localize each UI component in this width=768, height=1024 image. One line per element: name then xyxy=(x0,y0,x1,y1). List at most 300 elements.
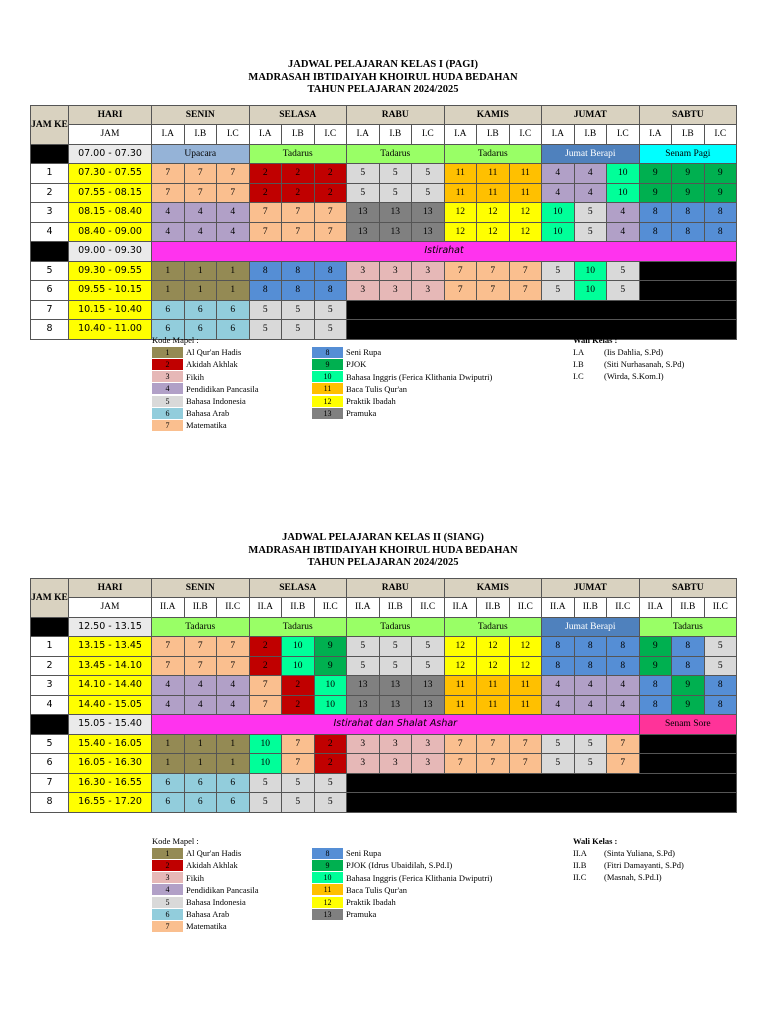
subject-cell: 2 xyxy=(282,676,315,696)
subject-cell: 8 xyxy=(704,222,737,242)
subject-cell: 12 xyxy=(477,637,510,657)
opening-event-cell: Tadarus xyxy=(347,617,445,637)
row-number-blank xyxy=(31,617,69,637)
empty-slot xyxy=(639,261,737,281)
subject-cell: 13 xyxy=(412,222,445,242)
time-cell: 14.40 - 15.05 xyxy=(69,695,152,715)
subject-cell: 2 xyxy=(282,695,315,715)
legend-swatch: 9 xyxy=(312,359,343,370)
subject-cell: 10 xyxy=(574,281,607,301)
subject-cell: 1 xyxy=(152,281,185,301)
legend-swatch: 10 xyxy=(312,371,343,382)
legend-label: Fikih xyxy=(186,872,204,883)
subject-cell: 7 xyxy=(477,261,510,281)
subject-cell: 7 xyxy=(607,734,640,754)
legend-item xyxy=(312,346,492,358)
time-cell: 09.55 - 10.15 xyxy=(69,281,152,301)
subject-cell: 9 xyxy=(639,183,672,203)
legend-label: Seni Rupa xyxy=(346,848,382,859)
legend-item xyxy=(312,884,492,896)
subject-cell: 12 xyxy=(444,222,477,242)
time-cell: 15.40 - 16.05 xyxy=(69,734,152,754)
subject-cell: 6 xyxy=(184,793,217,813)
subject-cell: 9 xyxy=(639,656,672,676)
class-header: II.A xyxy=(542,598,575,618)
subject-cell: 5 xyxy=(574,754,607,774)
wali-item xyxy=(573,847,684,859)
legend-label: Akidah Akhlak xyxy=(186,860,238,871)
time-cell: 13.45 - 14.10 xyxy=(69,656,152,676)
subject-cell: 11 xyxy=(509,676,542,696)
time-cell: 13.15 - 13.45 xyxy=(69,637,152,657)
row-number: 6 xyxy=(31,754,69,774)
opening-event-cell: Tadarus xyxy=(249,144,347,164)
opening-event-cell: Tadarus xyxy=(347,144,445,164)
wali-class: I.B xyxy=(573,359,584,369)
legend-label: Pramuka xyxy=(346,909,377,920)
row-number: 8 xyxy=(31,320,69,340)
legend-item xyxy=(152,371,312,383)
subject-cell: 5 xyxy=(379,183,412,203)
row-number-blank xyxy=(31,715,69,735)
row-number-blank xyxy=(31,242,69,262)
class-header: I.C xyxy=(607,125,640,145)
subject-cell: 8 xyxy=(574,656,607,676)
legend-label: Matematika xyxy=(186,921,227,932)
time-cell: 09.30 - 09.55 xyxy=(69,261,152,281)
legend-item xyxy=(152,419,312,431)
time-cell: 16.05 - 16.30 xyxy=(69,754,152,774)
wali-class: II.A xyxy=(573,848,587,858)
time-cell: 07.55 - 08.15 xyxy=(69,183,152,203)
subject-cell: 6 xyxy=(217,773,250,793)
legend-swatch: 11 xyxy=(312,884,343,895)
subject-cell: 9 xyxy=(639,164,672,184)
subject-cell: 13 xyxy=(379,695,412,715)
time-cell: 15.05 - 15.40 xyxy=(69,715,152,735)
subject-cell: 5 xyxy=(282,320,315,340)
subject-cell: 4 xyxy=(152,676,185,696)
legend-title: Kode Mapel : xyxy=(152,836,199,846)
wali-title: Wali Kelas : xyxy=(573,335,618,345)
legend-swatch: 10 xyxy=(312,872,343,883)
legend-swatch: 7 xyxy=(152,921,183,932)
subject-cell: 12 xyxy=(509,656,542,676)
legend-item xyxy=(152,859,312,871)
legend-swatch: 4 xyxy=(152,383,183,394)
subject-cell: 5 xyxy=(542,261,575,281)
time-cell: 08.15 - 08.40 xyxy=(69,203,152,223)
subject-cell: 7 xyxy=(444,734,477,754)
subject-cell: 7 xyxy=(314,222,347,242)
subject-cell: 2 xyxy=(314,734,347,754)
subject-cell: 9 xyxy=(639,637,672,657)
subject-cell: 2 xyxy=(314,183,347,203)
subject-cell: 4 xyxy=(217,203,250,223)
legend-label: Pendidikan Pancasila xyxy=(186,884,259,895)
empty-slot xyxy=(639,281,737,301)
subject-cell: 12 xyxy=(477,656,510,676)
subject-cell: 3 xyxy=(412,281,445,301)
class-header: I.A xyxy=(444,125,477,145)
opening-event-cell: Tadarus xyxy=(639,617,737,637)
subject-cell: 5 xyxy=(347,656,380,676)
subject-cell: 8 xyxy=(639,222,672,242)
subject-cell: 4 xyxy=(217,676,250,696)
subject-cell: 2 xyxy=(282,183,315,203)
legend-swatch: 7 xyxy=(152,420,183,431)
subject-cell: 10 xyxy=(542,203,575,223)
subject-cell: 10 xyxy=(542,222,575,242)
legend-label: Bahasa Inggris (Ferica Klithania Dwiputri) xyxy=(346,371,493,382)
opening-event-cell: Senam Pagi xyxy=(639,144,737,164)
subject-cell: 5 xyxy=(574,203,607,223)
row-number: 2 xyxy=(31,656,69,676)
subject-cell: 8 xyxy=(672,637,705,657)
legend-swatch: 1 xyxy=(152,347,183,358)
empty-slot xyxy=(347,300,737,320)
subject-cell: 7 xyxy=(477,734,510,754)
time-cell: 09.00 - 09.30 xyxy=(69,242,152,262)
legend-swatch: 2 xyxy=(152,359,183,370)
subject-cell: 3 xyxy=(379,281,412,301)
subject-cell: 12 xyxy=(509,203,542,223)
subject-cell: 7 xyxy=(217,656,250,676)
subject-cell: 8 xyxy=(314,261,347,281)
subject-cell: 5 xyxy=(314,320,347,340)
subject-cell: 4 xyxy=(607,695,640,715)
subject-cell: 10 xyxy=(607,164,640,184)
class-header: I.B xyxy=(184,125,217,145)
row-number: 1 xyxy=(31,164,69,184)
wali-item xyxy=(573,358,684,370)
subject-cell: 1 xyxy=(152,261,185,281)
subject-cell: 1 xyxy=(184,261,217,281)
class-header: I.A xyxy=(249,125,282,145)
hari-header: HARI xyxy=(69,105,152,125)
subject-cell: 1 xyxy=(217,734,250,754)
class-header: II.C xyxy=(412,598,445,618)
legend-swatch: 6 xyxy=(152,909,183,920)
subject-cell: 12 xyxy=(444,656,477,676)
subject-cell: 4 xyxy=(607,676,640,696)
subject-cell: 7 xyxy=(282,222,315,242)
subject-cell: 4 xyxy=(542,183,575,203)
legend-label: Bahasa Indonesia xyxy=(186,395,246,406)
class-header: I.C xyxy=(412,125,445,145)
subject-cell: 4 xyxy=(152,222,185,242)
subject-cell: 3 xyxy=(412,734,445,754)
subject-cell: 6 xyxy=(217,320,250,340)
row-number: 3 xyxy=(31,203,69,223)
subject-cell: 9 xyxy=(704,183,737,203)
class-header: I.A xyxy=(542,125,575,145)
subject-cell: 2 xyxy=(249,183,282,203)
legend-item xyxy=(312,896,492,908)
subject-cell: 11 xyxy=(444,164,477,184)
legend-label: Bahasa Arab xyxy=(186,408,230,419)
subject-cell: 8 xyxy=(639,203,672,223)
schedule-title-line: JADWAL PELAJARAN KELAS II (SIANG) xyxy=(282,532,484,543)
subject-cell: 8 xyxy=(672,222,705,242)
class-header: I.A xyxy=(152,125,185,145)
schedule-table xyxy=(30,578,737,813)
subject-cell: 7 xyxy=(509,734,542,754)
time-cell: 16.55 - 17.20 xyxy=(69,793,152,813)
subject-cell: 5 xyxy=(249,320,282,340)
legend-item xyxy=(312,872,492,884)
subject-cell: 7 xyxy=(152,164,185,184)
hari-header: HARI xyxy=(69,578,152,598)
day-header: KAMIS xyxy=(444,578,542,598)
subject-cell: 8 xyxy=(314,281,347,301)
row-number: 4 xyxy=(31,695,69,715)
subject-cell: 13 xyxy=(347,676,380,696)
subject-cell: 1 xyxy=(184,734,217,754)
subject-cell: 5 xyxy=(542,281,575,301)
subject-cell: 4 xyxy=(542,695,575,715)
subject-cell: 5 xyxy=(347,183,380,203)
subject-cell: 4 xyxy=(574,695,607,715)
subject-cell: 9 xyxy=(672,695,705,715)
subject-cell: 4 xyxy=(152,695,185,715)
subject-cell: 5 xyxy=(347,164,380,184)
wali-kelas-2 xyxy=(573,835,684,883)
subject-cell: 5 xyxy=(249,300,282,320)
subject-cell: 7 xyxy=(184,656,217,676)
subject-cell: 9 xyxy=(672,183,705,203)
time-cell: 12.50 - 13.15 xyxy=(69,617,152,637)
legend-label: Pendidikan Pancasila xyxy=(186,383,259,394)
subject-cell: 8 xyxy=(639,676,672,696)
legend-kelas-1 xyxy=(152,334,492,432)
class-header: II.B xyxy=(574,598,607,618)
subject-cell: 5 xyxy=(282,773,315,793)
subject-cell: 12 xyxy=(509,222,542,242)
legend-label: Matematika xyxy=(186,420,227,431)
subject-cell: 8 xyxy=(639,695,672,715)
subject-cell: 13 xyxy=(379,676,412,696)
legend-swatch: 1 xyxy=(152,848,183,859)
subject-cell: 8 xyxy=(542,637,575,657)
empty-slot xyxy=(347,793,737,813)
wali-teacher: (Sinta Yuliana, S.Pd) xyxy=(604,848,675,858)
subject-cell: 4 xyxy=(542,164,575,184)
legend-swatch: 8 xyxy=(312,347,343,358)
subject-cell: 4 xyxy=(607,222,640,242)
legend-item xyxy=(312,908,492,920)
class-header: I.A xyxy=(639,125,672,145)
subject-cell: 7 xyxy=(444,754,477,774)
subject-cell: 4 xyxy=(574,183,607,203)
jam-ke-header: JAM KE xyxy=(31,105,69,144)
subject-cell: 11 xyxy=(444,183,477,203)
subject-cell: 3 xyxy=(379,754,412,774)
subject-cell: 13 xyxy=(379,203,412,223)
subject-cell: 7 xyxy=(282,203,315,223)
subject-cell: 8 xyxy=(704,695,737,715)
legend-item xyxy=(152,383,312,395)
class-header: I.C xyxy=(509,125,542,145)
legend-swatch: 13 xyxy=(312,408,343,419)
subject-cell: 1 xyxy=(217,754,250,774)
day-header: KAMIS xyxy=(444,105,542,125)
subject-cell: 4 xyxy=(152,203,185,223)
empty-slot xyxy=(639,734,737,754)
subject-cell: 8 xyxy=(249,281,282,301)
subject-cell: 5 xyxy=(412,164,445,184)
class-header: II.B xyxy=(379,598,412,618)
subject-cell: 8 xyxy=(672,656,705,676)
subject-cell: 9 xyxy=(672,164,705,184)
wali-item xyxy=(573,859,684,871)
legend-label: Baca Tulis Qur'an xyxy=(346,383,408,394)
subject-cell: 3 xyxy=(379,734,412,754)
subject-cell: 5 xyxy=(574,734,607,754)
class-header: I.C xyxy=(217,125,250,145)
wali-item xyxy=(573,370,684,382)
legend-swatch: 12 xyxy=(312,897,343,908)
time-cell: 07.30 - 07.55 xyxy=(69,164,152,184)
class-header: I.B xyxy=(477,125,510,145)
time-cell: 08.40 - 09.00 xyxy=(69,222,152,242)
subject-cell: 8 xyxy=(672,203,705,223)
legend-item xyxy=(152,346,312,358)
subject-cell: 13 xyxy=(412,676,445,696)
subject-cell: 5 xyxy=(282,300,315,320)
subject-cell: 5 xyxy=(379,164,412,184)
time-cell: 10.40 - 11.00 xyxy=(69,320,152,340)
subject-cell: 11 xyxy=(477,676,510,696)
opening-event-cell: Tadarus xyxy=(444,144,542,164)
subject-cell: 5 xyxy=(542,734,575,754)
subject-cell: 6 xyxy=(217,793,250,813)
break-cell: Istirahat xyxy=(152,242,737,262)
subject-cell: 7 xyxy=(184,637,217,657)
schedule-title-line: MADRASAH IBTIDAIYAH KHOIRUL HUDA BEDAHAN xyxy=(248,71,518,83)
legend-label: PJOK xyxy=(346,359,367,370)
subject-cell: 7 xyxy=(249,676,282,696)
break-cell: Istirahat dan Shalat Ashar xyxy=(152,715,640,735)
opening-event-cell: Jumat Berapi xyxy=(542,617,640,637)
empty-slot xyxy=(347,773,737,793)
legend-item xyxy=(152,407,312,419)
row-number-blank xyxy=(31,144,69,164)
legend-item xyxy=(152,896,312,908)
subject-cell: 5 xyxy=(574,222,607,242)
legend-item xyxy=(312,859,492,871)
subject-cell: 8 xyxy=(574,637,607,657)
subject-cell: 7 xyxy=(282,754,315,774)
subject-cell: 9 xyxy=(314,637,347,657)
class-header: I.B xyxy=(379,125,412,145)
wali-class: I.A xyxy=(573,347,585,357)
row-number: 6 xyxy=(31,281,69,301)
jam-header: JAM xyxy=(69,125,152,145)
class-header: II.C xyxy=(217,598,250,618)
subject-cell: 4 xyxy=(542,676,575,696)
subject-cell: 7 xyxy=(152,183,185,203)
subject-cell: 1 xyxy=(217,281,250,301)
class-header: II.B xyxy=(282,598,315,618)
subject-cell: 7 xyxy=(444,261,477,281)
class-header: II.C xyxy=(509,598,542,618)
schedule-titles xyxy=(30,59,736,97)
class-header: II.A xyxy=(347,598,380,618)
subject-cell: 5 xyxy=(347,637,380,657)
subject-cell: 1 xyxy=(152,734,185,754)
class-header: I.B xyxy=(282,125,315,145)
legend-item xyxy=(152,884,312,896)
subject-cell: 5 xyxy=(412,637,445,657)
row-number: 3 xyxy=(31,676,69,696)
subject-cell: 5 xyxy=(379,656,412,676)
class-header: II.A xyxy=(639,598,672,618)
subject-cell: 2 xyxy=(314,164,347,184)
day-header: SABTU xyxy=(639,105,737,125)
subject-cell: 8 xyxy=(542,656,575,676)
class-header: II.A xyxy=(249,598,282,618)
class-header: I.A xyxy=(347,125,380,145)
class-header: II.C xyxy=(607,598,640,618)
subject-cell: 11 xyxy=(509,164,542,184)
subject-cell: 10 xyxy=(607,183,640,203)
subject-cell: 8 xyxy=(282,261,315,281)
day-header: SENIN xyxy=(152,578,250,598)
subject-cell: 7 xyxy=(184,183,217,203)
subject-cell: 3 xyxy=(379,261,412,281)
subject-cell: 10 xyxy=(314,695,347,715)
class-header: II.B xyxy=(672,598,705,618)
opening-event-cell: Upacara xyxy=(152,144,250,164)
class-header: II.A xyxy=(444,598,477,618)
legend-label: Baca Tulis Qur'an xyxy=(346,884,408,895)
subject-cell: 6 xyxy=(152,793,185,813)
class-header: I.C xyxy=(314,125,347,145)
subject-cell: 5 xyxy=(249,793,282,813)
subject-cell: 8 xyxy=(249,261,282,281)
legend-swatch: 9 xyxy=(312,860,343,871)
subject-cell: 5 xyxy=(704,637,737,657)
legend-item xyxy=(152,872,312,884)
legend-swatch: 11 xyxy=(312,383,343,394)
legend-swatch: 12 xyxy=(312,396,343,407)
class-header: I.B xyxy=(574,125,607,145)
legend-label: PJOK (Idrus Ubaidilah, S.Pd.I) xyxy=(346,860,453,871)
class-header: II.B xyxy=(184,598,217,618)
legend-swatch: 2 xyxy=(152,860,183,871)
subject-cell: 10 xyxy=(574,261,607,281)
jam-ke-header: JAM KE xyxy=(31,578,69,617)
subject-cell: 7 xyxy=(249,222,282,242)
subject-cell: 11 xyxy=(509,183,542,203)
subject-cell: 5 xyxy=(542,754,575,774)
subject-cell: 12 xyxy=(509,637,542,657)
day-header: SELASA xyxy=(249,578,347,598)
wali-teacher: (Wirda, S.Kom.I) xyxy=(604,371,664,381)
day-header: SABTU xyxy=(639,578,737,598)
senam-sore-cell: Senam Sore xyxy=(639,715,737,735)
subject-cell: 1 xyxy=(184,754,217,774)
subject-cell: 6 xyxy=(152,320,185,340)
subject-cell: 4 xyxy=(574,676,607,696)
class-header: II.C xyxy=(314,598,347,618)
subject-cell: 7 xyxy=(217,164,250,184)
wali-title: Wali Kelas : xyxy=(573,836,618,846)
subject-cell: 7 xyxy=(249,203,282,223)
legend-label: Bahasa Inggris (Ferica Klithania Dwiputri) xyxy=(346,872,493,883)
subject-cell: 6 xyxy=(184,300,217,320)
